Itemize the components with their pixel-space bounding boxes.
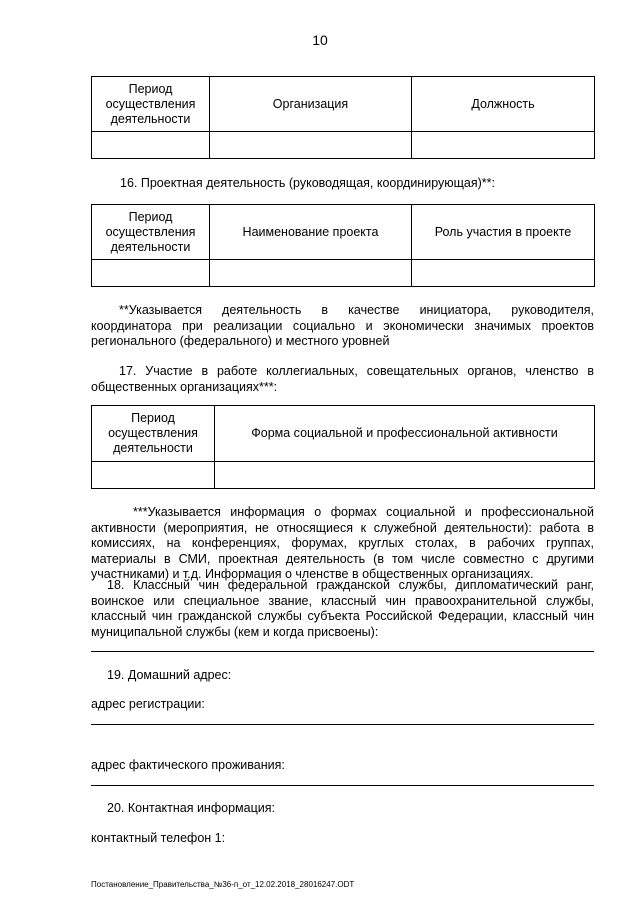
registration-address-label: адрес регистрации: [91, 697, 205, 711]
table-cell[interactable] [210, 260, 412, 287]
phone-label: контактный телефон 1: [91, 831, 226, 845]
table-cell[interactable] [412, 132, 595, 159]
column-header-project-name: Наименование проекта [210, 205, 412, 260]
table-cell[interactable] [210, 132, 412, 159]
section-20-heading: 20. Контактная информация: [107, 801, 275, 815]
fill-line-registration-address[interactable] [91, 724, 594, 725]
actual-address-label: адрес фактического проживания: [91, 758, 285, 772]
table-row [92, 462, 595, 489]
section-16-heading: 16. Проектная деятельность (руководящая, координирующая)**: [120, 176, 495, 190]
section-18-text: 18. Классный чин федеральной гражданской службы, дипломатический ранг, воинское или специальное звание, классный чин правоохранительной службы, классный чин гражданской службы субъекта Российской Федерации, классный чин муниципальной службы (кем и когда присвоены): [91, 578, 594, 639]
table-cell[interactable] [215, 462, 595, 489]
table-header-row [92, 406, 595, 462]
table-header-row [92, 77, 595, 132]
section-17-heading: 17. Участие в работе коллегиальных, совещательных органов, членство в общественных организациях***: [91, 364, 594, 394]
column-header-period: Период осуществления деятельности [92, 77, 210, 132]
social-activity-table [91, 405, 595, 489]
column-header-role: Роль участия в проекте [412, 205, 595, 260]
fill-line-actual-address[interactable] [91, 785, 594, 786]
column-header-position: Должность [412, 77, 595, 132]
table-row [92, 260, 595, 287]
column-header-organization: Организация [210, 77, 412, 132]
table-header-row [92, 205, 595, 260]
table-cell[interactable] [92, 260, 210, 287]
work-history-table [91, 76, 595, 159]
page-number: 10 [312, 32, 328, 48]
table-cell[interactable] [412, 260, 595, 287]
section-19-heading: 19. Домашний адрес: [107, 668, 232, 682]
project-activity-table [91, 204, 595, 287]
column-header-activity-form: Форма социальной и профессиональной активности [215, 406, 595, 462]
footnote-16: **Указывается деятельность в качестве инициатора, руководителя, координатора при реализации социально и экономически значимых проектов регионального (федерального) и местного уровней [91, 303, 594, 348]
table-row [92, 132, 595, 159]
fill-line-rank[interactable] [91, 651, 594, 652]
document-footer: Постановление_Правительства_№36-п_от_12.02.2018_28016247.ODT [91, 880, 355, 889]
table-cell[interactable] [92, 462, 215, 489]
column-header-period: Период осуществления деятельности [92, 205, 210, 260]
table-cell[interactable] [92, 132, 210, 159]
column-header-period: Период осуществления деятельности [92, 406, 215, 462]
footnote-17: ***Указывается информация о формах социальной и профессиональной активности (мероприятия, не относящиеся к служебной деятельности): работа в комиссиях, на конференциях, форумах, круглых столах, в рабочих группах, материалы в СМИ, проектная деятельность (в том числе совместно с другими участниками) и т.д. Информация о членстве в общественных организациях. [91, 505, 594, 581]
